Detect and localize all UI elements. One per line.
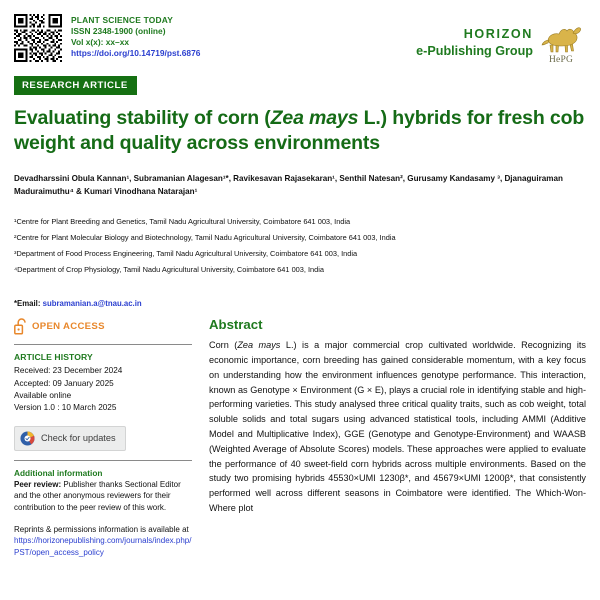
reprints-note xyxy=(14,524,192,558)
open-access-label: OPEN ACCESS xyxy=(32,321,105,333)
email-link[interactable]: subramanian.a@tnau.ac.in xyxy=(42,299,142,309)
publisher-name-line2: e-Publishing Group xyxy=(416,44,533,58)
divider xyxy=(14,460,192,461)
abstract-heading: Abstract xyxy=(209,317,263,333)
open-access-row xyxy=(14,318,192,335)
title-part-1: Evaluating stability of corn ( xyxy=(14,107,271,129)
article-history-heading: ARTICLE HISTORY xyxy=(14,352,93,363)
publisher-branding xyxy=(416,14,586,64)
journal-info xyxy=(71,14,200,59)
journal-issn: ISSN 2348-1900 (online) xyxy=(71,26,166,37)
email-label: *Email: xyxy=(14,299,43,309)
peer-review-label: Peer review: xyxy=(14,479,62,489)
body-columns xyxy=(14,317,586,558)
corresponding-email xyxy=(14,299,586,308)
journal-volume: Vol x(x): xx–xx xyxy=(71,37,130,48)
history-accepted: Accepted: 09 January 2025 xyxy=(14,378,114,388)
affiliation-item: ⁴Department of Crop Physiology, Tamil Nadu Agricultural University, Coimbatore 641 003, India xyxy=(14,265,325,275)
research-article-badge: RESEARCH ARTICLE xyxy=(14,76,137,95)
reprints-text: Reprints & permissions information is available at xyxy=(14,524,189,534)
journal-doi-link[interactable]: https://doi.org/10.14719/pst.6876 xyxy=(71,48,201,59)
affiliation-item: ²Centre for Plant Molecular Biology and Biotechnology, Tamil Nadu Agricultural University, Coimbatore 641 003, India xyxy=(14,233,396,243)
check-for-updates-button[interactable] xyxy=(14,426,126,451)
peer-review-note xyxy=(14,479,192,513)
history-received: Received: 23 December 2024 xyxy=(14,366,123,376)
masthead-left xyxy=(14,14,200,62)
abstract-lead: Corn ( xyxy=(209,340,238,351)
affiliation-item: ³Department of Food Process Engineering, Tamil Nadu Agricultural University, Coimbatore 641 003, India xyxy=(14,249,358,259)
open-lock-icon xyxy=(14,318,27,335)
article-history-list xyxy=(14,365,192,415)
title-part-2: L.) hybrids for fresh cob weight and quality across environments xyxy=(14,107,585,154)
affiliation-list xyxy=(14,214,586,278)
reprints-policy-link[interactable]: https://horizonepublishing.com/journals/index.php/PST/open_access_policy xyxy=(14,536,192,557)
history-available-online: Available online xyxy=(14,390,72,400)
divider xyxy=(14,344,192,345)
abstract-text xyxy=(209,338,586,516)
check-for-updates-label: Check for updates xyxy=(41,433,116,444)
abstract-body-text: L.) is a major commercial crop cultivated worldwide. Recognizing its economic importance, corn breeding has gained considerable momentum, with a key focus on understanding how the environment influences genotype performance. This interaction, known as Genotype × Environment (G × E), plays a crucial role in identifying stable and high-performing varieties. This study analysed three critical quality traits, such as cob weight, total soluble solids and total sugars using advanced statistical tools, including AMMI (Additive Model and Multiplicative Index), GGE (Genotype and Genotype-Environment) and WAASB (Weighted Average of Absolute Scores) models. These approaches were applied to evaluate the performance of 40 sweet-field corn hybrids across multiple environments. Based on the study two promising hybrids 45530×UMI 1230β*, and 45679×UMI 1200β*, that consistently performed well across different seasons in Coimbatore were identified. The Which-Won-Where plot xyxy=(209,340,586,514)
masthead xyxy=(14,0,586,64)
page-title xyxy=(14,106,586,155)
sidebar xyxy=(14,317,200,558)
abstract-species-italic: Zea mays xyxy=(237,340,281,351)
affiliation-item: ¹Centre for Plant Breeding and Genetics, Tamil Nadu Agricultural University, Coimbatore 641 003, India xyxy=(14,217,351,227)
camel-glyph-icon xyxy=(540,22,582,56)
peer-review-text: Publisher thanks Sectional Editor and the other anonymous reviewers for their contribution to the peer review of this work. xyxy=(14,479,181,512)
additional-information-heading: Additional information xyxy=(14,467,103,478)
history-version: Version 1.0 : 10 March 2025 xyxy=(14,403,117,413)
hepg-wordmark: HePG xyxy=(548,55,574,65)
author-list: Devadharssini Obula Kannan¹, Subramanian Alagesan¹*, Ravikesavan Rajasekaran¹, Senthil Natesan², Gurusamy Kandasamy ³, Djanaguiraman Maduraimuthu⁴ & Kumari Vinodhana Natarajan¹ xyxy=(14,174,563,197)
abstract-section xyxy=(200,317,586,558)
title-species-italic: Zea mays xyxy=(270,107,359,129)
journal-title: PLANT SCIENCE TODAY xyxy=(71,15,173,25)
hepg-camel-logo-icon xyxy=(540,22,582,64)
publisher-name-line1: HORIZON xyxy=(463,27,533,41)
publisher-name xyxy=(416,26,533,60)
crossmark-icon xyxy=(20,431,35,446)
qr-code-icon xyxy=(14,14,62,62)
